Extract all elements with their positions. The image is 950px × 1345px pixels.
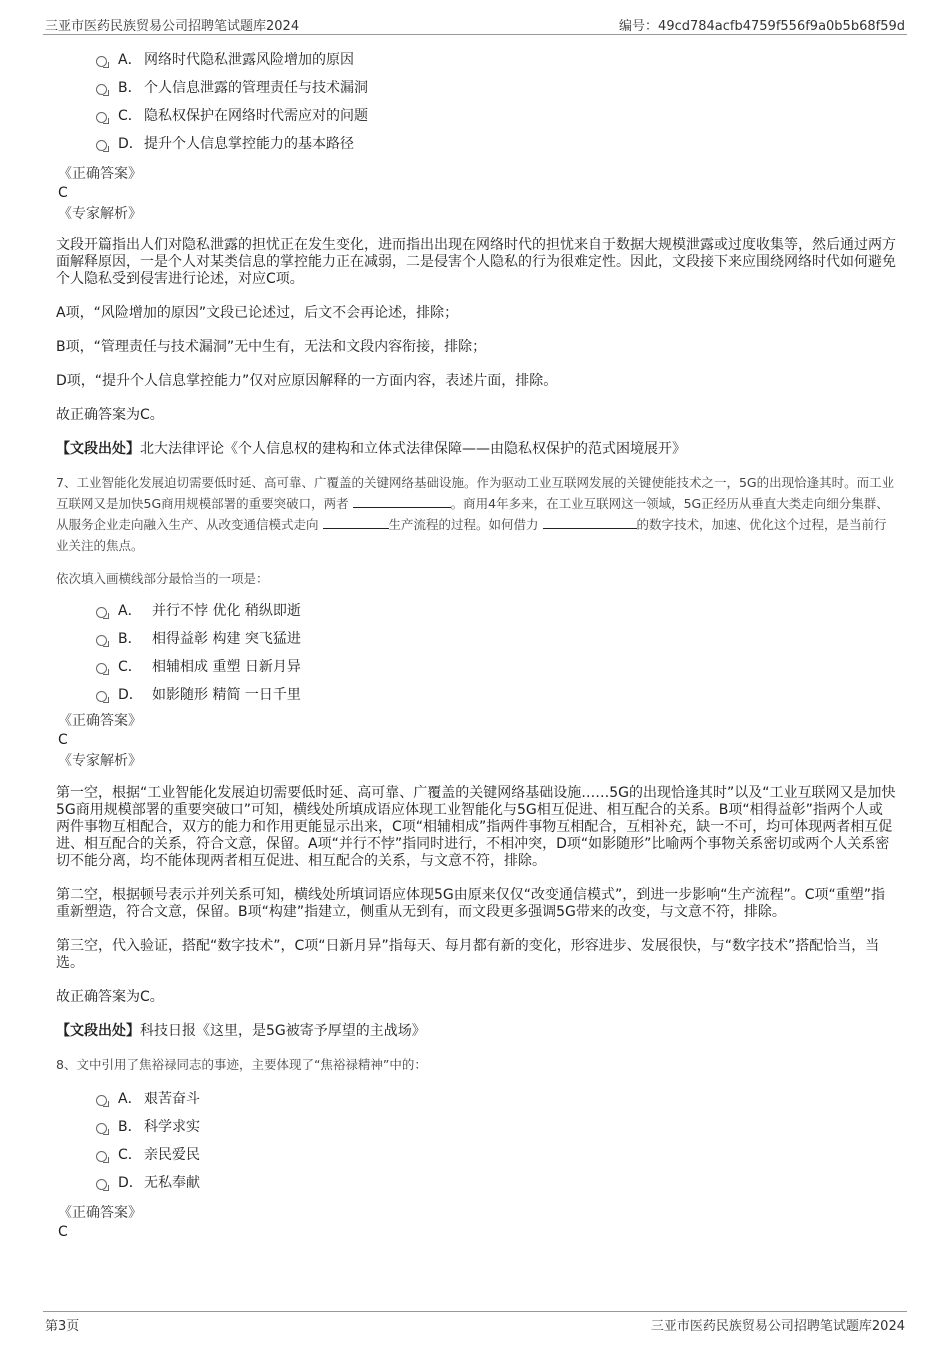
q6-option-c[interactable] (96, 102, 896, 130)
source-text: 科技日报《这里，是5G被寄予厚望的主战场》 (140, 1023, 426, 1039)
q7-analysis-p1: 第一空，根据“工业智能化发展迫切需要低时延、高可靠、广覆盖的关键网络基础设施……5G的出现恰逢其时”以及“工业互联网又是加快5G商用规模部署的重要突破口”可知，横线处所填成语应体现工业智能化与5G相互促进、相互配合的关系。B项“相得益彰”指两个人或两件事物互相配合，双方的能力和作用更能显示出来，C项“相辅相成”指两件事物互相配合，互相补充，缺一不可，均可体现两者相互促进、相互配合的关系，符合文意，保留。A项“并行不悖”指同时进行，不相冲突，D项“如影随形”比喻两个事物关系密切或两个人关系密切不能分离，均不能体现两者相互促进、相互配合的关系，与文意不符，排除。 (56, 785, 896, 869)
radio-icon[interactable] (96, 112, 107, 123)
header-code (619, 15, 905, 34)
q6-analysis-p1: 文段开篇指出人们对隐私泄露的担忧正在发生变化，进而指出出现在网络时代的担忧来自于数据大规模泄露或过度收集等，然后通过两方面解释原因，一是个人对某类信息的掌控能力正在减弱，二是侵害个人隐私的行为很难定性。因此，文段接下来应围绕网络时代如何避免个人隐私受到侵害进行论述，对应C项。 (56, 237, 896, 287)
option-text: 并行不悖 优化 稍纵即逝 (152, 603, 301, 619)
q8-option-b[interactable] (96, 1113, 896, 1141)
blank-2 (323, 515, 389, 529)
header-code-value: 49cd784acfb4759f556f9a0b5b68f59d (658, 19, 905, 34)
option-text: 科学求实 (144, 1119, 200, 1135)
q6-option-d[interactable] (96, 130, 896, 158)
option-text: 隐私权保护在网络时代需应对的问题 (144, 108, 368, 124)
option-letter: A． (118, 52, 142, 68)
q7-stem (56, 472, 896, 556)
q7-answer: C (58, 732, 68, 748)
option-text: 亲民爱民 (144, 1147, 200, 1163)
q7-stem-part1: 7、工业智能化发展迫切需要低时延、高可靠、广覆盖的关键网络基础设施。作为驱动工业互联网发展的关键使能技术之一，5G的出现恰逢其时。而工业互联网又是加快5G商用规模部署的重要突破口，两者 (56, 475, 895, 511)
q6-analysis-p5: 故正确答案为C。 (56, 407, 164, 423)
q7-stem-part2: 。商用4年多来，在工业互联网这一领域，5G正经历从垂直大类走向细分集群、从服务企业走向融入生产、从改变通信模式走向 (56, 496, 889, 532)
q7-prompt: 依次填入画横线部分最恰当的一项是： (56, 571, 269, 586)
radio-icon[interactable] (96, 140, 107, 151)
option-text: 网络时代隐私泄露风险增加的原因 (144, 52, 354, 68)
q8-option-d[interactable] (96, 1169, 896, 1197)
q6-analysis-p3: B项，“管理责任与技术漏洞”无中生有，无法和文段内容衔接，排除； (56, 339, 487, 355)
option-text: 相得益彰 构建 突飞猛进 (152, 631, 301, 647)
blank-1 (353, 494, 451, 508)
option-text: 相辅相成 重塑 日新月异 (152, 659, 301, 675)
option-letter: C． (118, 108, 142, 124)
radio-icon[interactable] (96, 691, 107, 702)
q6-answer-label: 《正确答案》 (58, 166, 142, 182)
q6-source (56, 441, 896, 458)
q7-option-a[interactable] (96, 597, 896, 625)
page-header (43, 12, 907, 35)
q7-source (56, 1023, 896, 1040)
q6-answer: C (58, 185, 68, 201)
option-text: 如影随形 精简 一日千里 (152, 687, 301, 703)
q7-answer-label: 《正确答案》 (58, 713, 142, 729)
q6-analysis-p4: D项，“提升个人信息掌控能力”仅对应原因解释的一方面内容，表述片面，排除。 (56, 373, 558, 389)
header-code-label: 编号： (619, 19, 659, 34)
q6-analysis-p2: A项，“风险增加的原因”文段已论述过，后文不会再论述，排除； (56, 305, 459, 321)
option-letter: B． (118, 631, 142, 647)
q6-option-a[interactable] (96, 46, 896, 74)
q7-option-b[interactable] (96, 625, 896, 653)
header-title: 三亚市医药民族贸易公司招聘笔试题库2024 (45, 19, 300, 34)
option-letter: D． (118, 1175, 143, 1191)
radio-icon[interactable] (96, 1179, 107, 1190)
source-label: 【文段出处】 (56, 441, 140, 457)
q8-option-a[interactable] (96, 1085, 896, 1113)
q7-analysis-p2: 第二空，根据顿号表示并列关系可知，横线处所填词语应体现5G由原来仅仅“改变通信模式”，到进一步影响“生产流程”。C项“重塑”指重新塑造，符合文意，保留。B项“构建”指建立，侧重从无到有，而文段更多强调5G带来的改变，与文意不符，排除。 (56, 887, 886, 920)
option-text: 提升个人信息掌控能力的基本路径 (144, 136, 354, 152)
option-letter: A． (118, 1091, 142, 1107)
radio-icon[interactable] (96, 635, 107, 646)
option-letter: B． (118, 80, 142, 96)
q7-stem-part4: 的数字技术，加速、优化这个过程，是当前行业关注的焦点。 (56, 517, 887, 553)
q8-answer-label: 《正确答案》 (58, 1205, 142, 1221)
q8-option-c[interactable] (96, 1141, 896, 1169)
document-body (56, 44, 896, 1241)
q8-answer: C (58, 1224, 68, 1240)
radio-icon[interactable] (96, 1151, 107, 1162)
q7-analysis-p3: 第三空，代入验证，搭配“数字技术”，C项“日新月异”指每天、每月都有新的变化，形容进步、发展很快，与“数字技术”搭配恰当，当选。 (56, 938, 880, 971)
option-letter: A． (118, 603, 142, 619)
option-letter: B． (118, 1119, 142, 1135)
option-text: 艰苦奋斗 (144, 1091, 200, 1107)
source-label: 【文段出处】 (56, 1023, 140, 1039)
option-letter: C． (118, 1147, 142, 1163)
option-letter: D． (118, 136, 143, 152)
radio-icon[interactable] (96, 663, 107, 674)
radio-icon[interactable] (96, 1123, 107, 1134)
q6-options (96, 46, 896, 158)
option-text: 个人信息泄露的管理责任与技术漏洞 (144, 80, 368, 96)
radio-icon[interactable] (96, 607, 107, 618)
radio-icon[interactable] (96, 84, 107, 95)
q6-option-b[interactable] (96, 74, 896, 102)
q7-option-d[interactable] (96, 681, 896, 709)
q7-option-c[interactable] (96, 653, 896, 681)
footer-title: 三亚市医药民族贸易公司招聘笔试题库2024 (650, 1319, 905, 1334)
footer-page-number: 第3页 (45, 1319, 80, 1334)
page-footer (43, 1311, 907, 1334)
blank-3 (543, 515, 637, 529)
radio-icon[interactable] (96, 1095, 107, 1106)
q8-stem: 8、文中引用了焦裕禄同志的事迹，主要体现了“焦裕禄精神”中的： (56, 1057, 427, 1072)
q7-options (96, 597, 896, 709)
q7-stem-part3: 生产流程的过程。如何借力 (388, 517, 539, 532)
q8-options (96, 1085, 896, 1197)
source-text: 北大法律评论《个人信息权的建构和立体式法律保障——由隐私权保护的范式困境展开》 (140, 441, 686, 457)
q7-analysis-label: 《专家解析》 (58, 753, 142, 769)
option-letter: C． (118, 659, 142, 675)
radio-icon[interactable] (96, 56, 107, 67)
option-letter: D． (118, 687, 143, 703)
option-text: 无私奉献 (144, 1175, 200, 1191)
q6-analysis-label: 《专家解析》 (58, 206, 142, 222)
q7-analysis-p4: 故正确答案为C。 (56, 989, 164, 1005)
